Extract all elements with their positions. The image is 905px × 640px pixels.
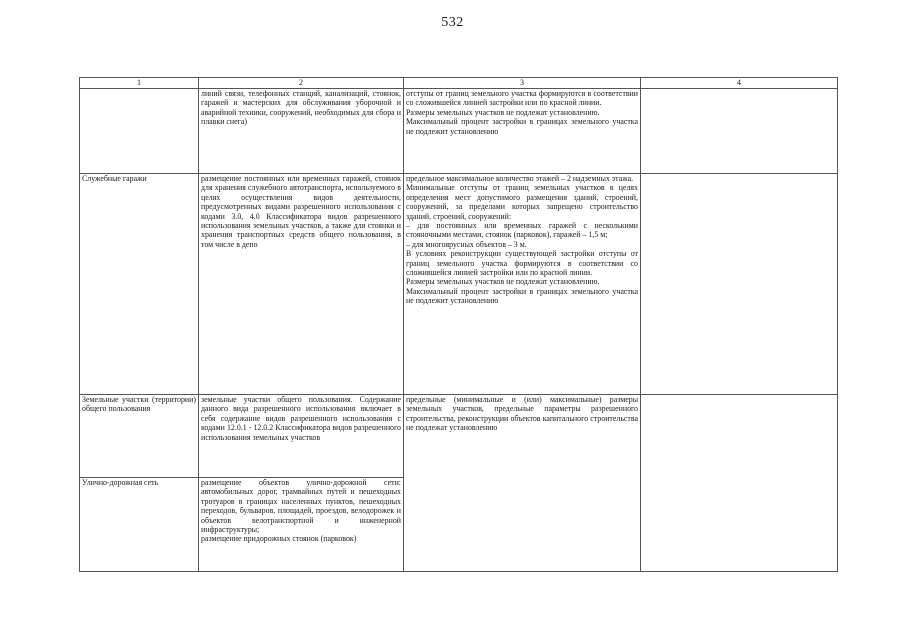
parameter-paragraph: Минимальные отступы от границ земельных участков в целях определения мест допустимого размещения зданий, строений, сооружений, за пределами которых запрещено строительство зданий, строений, сооружений: bbox=[406, 183, 638, 221]
row-type-cell bbox=[80, 89, 199, 174]
regulations-table bbox=[79, 77, 838, 572]
row-parameters-cell bbox=[404, 395, 641, 572]
row-type-cell: Служебные гаражи bbox=[80, 174, 199, 395]
parameter-paragraph: Максимальный процент застройки в границах земельного участка не подлежит установлению bbox=[406, 286, 638, 306]
parameter-paragraph: предельные (минимальные и (или) максимальные) размеры земельных участков, предельные параметры разрешенного строительства, реконструкции объектов капитального строительства не подлежат установлению bbox=[406, 395, 638, 433]
header-cell-1: 1 bbox=[80, 78, 199, 89]
row-parameters-cell bbox=[404, 89, 641, 174]
table-row bbox=[80, 174, 838, 395]
row-description-cell: размещение постоянных или временных гаражей, стоянок для хранения служебного автотранспорта, используемого в целях осуществления видов деятельности, предусмотренных видами разрешенного использования с кодами 3.0, 4.0 Классификатора видов разрешенного использования земельных участков, а также для стоянки и хранения транспортных средств общего пользования, в том числе в депо bbox=[199, 174, 404, 395]
row-notes-cell bbox=[641, 395, 838, 572]
row-type-cell: Улично-дорожная сеть bbox=[80, 478, 199, 572]
table-header-row bbox=[80, 78, 838, 89]
row-description-cell: линий связи, телефонных станций, канализаций, стоянок, гаражей и мастерских для обслуживания уборочной и аварийной техники, сооружений, необходимых для сбора и плавки снега) bbox=[199, 89, 404, 174]
parameter-paragraph: предельное максимальное количество этажей – 2 надземных этажа. bbox=[406, 174, 634, 183]
parameter-paragraph: Размеры земельных участков не подлежат установлению. bbox=[406, 107, 600, 117]
row-notes-cell bbox=[641, 89, 838, 174]
parameter-paragraph: – для многоярусных объектов – 3 м. bbox=[406, 239, 527, 249]
row-parameters-cell bbox=[404, 174, 641, 395]
row-description-cell: земельные участки общего пользования. Содержание данного вида разрешенного использования включает в себя содержание видов разрешенного использования с кодами 12.0.1 - 12.0.2 Классификатора видов разрешенного использования земельных участков bbox=[199, 395, 404, 478]
row-notes-cell bbox=[641, 174, 838, 395]
parameter-paragraph: Размеры земельных участков не подлежат установлению. bbox=[406, 277, 600, 287]
parameter-paragraph: – для постоянных или временных гаражей с несколькими стояночными местами, стоянок (парковок), гаражей – 1,5 м; bbox=[406, 221, 638, 240]
table-row bbox=[80, 395, 838, 478]
table-row bbox=[80, 89, 838, 174]
header-cell-2: 2 bbox=[199, 78, 404, 89]
header-cell-3: 3 bbox=[404, 78, 641, 89]
page-number: 532 bbox=[441, 15, 464, 30]
row-type-cell: Земельные участки (территории) общего пользования bbox=[80, 395, 199, 478]
parameter-paragraph: Максимальный процент застройки в границах земельного участка не подлежит установлению bbox=[406, 117, 638, 136]
row-description-cell: размещение объектов улично-дорожной сети: автомобильных дорог, трамвайных путей и пешеходных тротуаров в границах населенных пунктов, пешеходных переходов, бульваров, площадей, проездов, велодорожек и объектов велотранспортной и инженерной инфраструктуры; размещение придорожных стоянок (парковок) bbox=[199, 478, 404, 572]
parameter-paragraph: В условиях реконструкции существующей застройки отступы от границ земельного участка формируются в соответствии со сложившейся линией застройки или по красной линии. bbox=[406, 249, 638, 278]
parameter-paragraph: отступы от границ земельного участка формируются в соответствии со сложившейся линией застройки или по красной линии. bbox=[406, 89, 638, 108]
header-cell-4: 4 bbox=[641, 78, 838, 89]
